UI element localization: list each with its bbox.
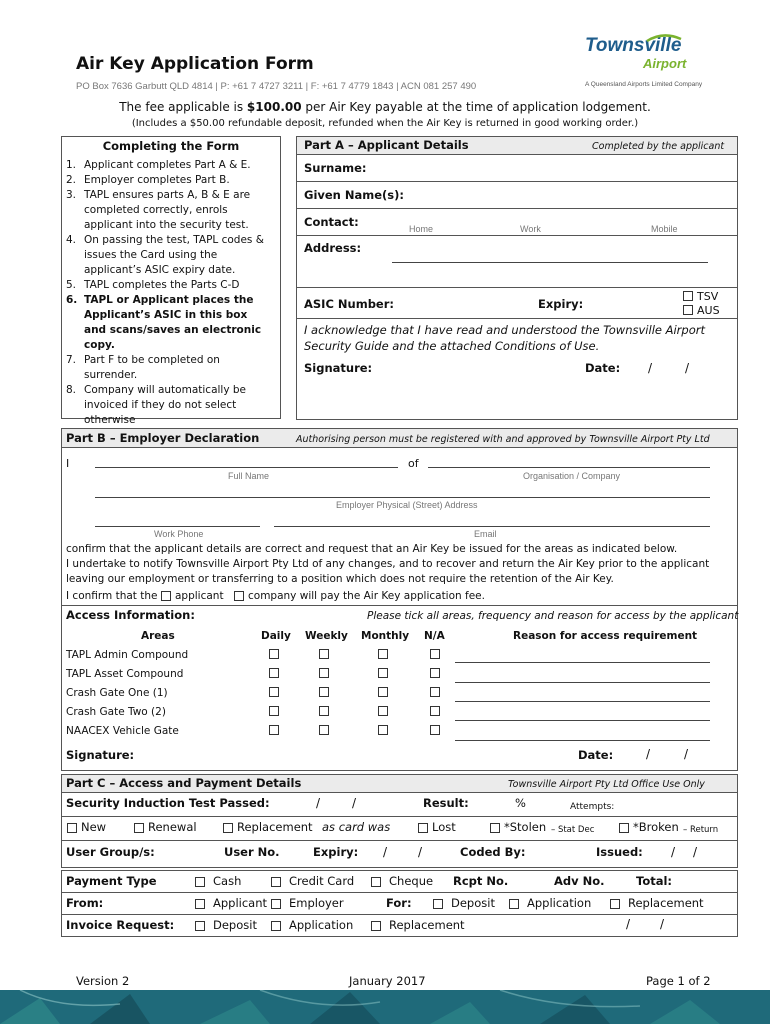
divider <box>62 840 737 841</box>
part-b-note: Authorising person must be registered with and approved by Townsville Airport Pty Ltd <box>296 434 710 445</box>
renewal-checkbox[interactable] <box>134 823 144 833</box>
broken-checkbox[interactable] <box>619 823 629 833</box>
address-input[interactable] <box>392 262 708 263</box>
given-name-input[interactable] <box>400 185 732 205</box>
as-card-was-label: as card was <box>322 820 391 834</box>
reason-input[interactable] <box>455 701 710 702</box>
stat-dec-label: – Stat Dec <box>551 825 595 835</box>
invoice-replacement-label: Replacement <box>389 918 465 932</box>
asic-number-label: ASIC Number: <box>304 297 395 311</box>
completing-item: 1. Applicant completes Part A & E. <box>66 159 251 171</box>
date-slash: / <box>660 917 665 931</box>
stolen-checkbox[interactable] <box>490 823 500 833</box>
applicant-pays-checkbox[interactable] <box>161 591 171 601</box>
contact-label: Contact: <box>304 215 359 229</box>
credit-card-checkbox[interactable] <box>271 877 281 887</box>
weekly-checkbox[interactable] <box>319 649 329 659</box>
replacement-checkbox[interactable] <box>223 823 233 833</box>
new-label: New <box>81 820 107 834</box>
part-b-title: Part B – Employer Declaration <box>66 431 260 445</box>
daily-checkbox[interactable] <box>269 725 279 735</box>
replacement-label: Replacement <box>237 820 313 834</box>
broken-label: *Broken <box>633 820 679 834</box>
lost-checkbox[interactable] <box>418 823 428 833</box>
from-label: From: <box>66 896 104 910</box>
stolen-label: *Stolen <box>504 820 547 834</box>
date-slash: / <box>685 361 690 375</box>
completing-item: 2. Employer completes Part B. <box>66 174 230 186</box>
i-label: I <box>66 457 70 470</box>
logo-tagline: A Queensland Airports Limited Company <box>585 81 703 88</box>
invoice-deposit-label: Deposit <box>213 918 257 932</box>
from-applicant-checkbox[interactable] <box>195 899 205 909</box>
invoice-application-checkbox[interactable] <box>271 921 281 931</box>
access-info-label: Access Information: <box>66 608 195 622</box>
company-pays-checkbox[interactable] <box>234 591 244 601</box>
reason-input[interactable] <box>455 740 710 741</box>
part-a-box <box>296 136 738 420</box>
full-name-input[interactable] <box>95 467 398 468</box>
divider <box>62 892 737 893</box>
footer-date: January 2017 <box>349 974 426 988</box>
divider <box>62 914 737 915</box>
monthly-checkbox[interactable] <box>378 668 388 678</box>
date-slash: / <box>626 917 631 931</box>
completing-list <box>66 158 272 428</box>
area-label: NAACEX Vehicle Gate <box>66 725 179 737</box>
acknowledge-line-2: Security Guide and the attached Conditions of Use. <box>304 339 600 353</box>
invoice-deposit-checkbox[interactable] <box>195 921 205 931</box>
date-slash: / <box>671 845 676 859</box>
induction-label: Security Induction Test Passed: <box>66 796 270 810</box>
cash-checkbox[interactable] <box>195 877 205 887</box>
date-slash: / <box>646 747 651 761</box>
for-application-label: Application <box>527 896 592 910</box>
adv-no-label: Adv No. <box>554 874 605 888</box>
confirm-line-1: confirm that the applicant details are correct and request that an Air Key be issued for the areas as indicated below. <box>66 543 678 555</box>
col-daily: Daily <box>261 630 291 642</box>
for-replacement-label: Replacement <box>628 896 704 910</box>
date-slash: / <box>352 796 357 810</box>
monthly-checkbox[interactable] <box>378 649 388 659</box>
given-name-label: Given Name(s): <box>304 188 404 202</box>
from-applicant-label: Applicant <box>213 896 268 910</box>
footer-page: Page 1 of 2 <box>646 974 711 988</box>
from-employer-checkbox[interactable] <box>271 899 281 909</box>
townsville-airport-logo <box>585 33 703 95</box>
monthly-checkbox[interactable] <box>378 687 388 697</box>
access-info-note: Please tick all areas, frequency and reason for access by the applicant <box>367 610 739 622</box>
invoice-application-label: Application <box>289 918 354 932</box>
aus-checkbox[interactable] <box>683 305 693 315</box>
date-slash: / <box>418 845 423 859</box>
col-areas: Areas <box>141 630 175 642</box>
fee-note: (Includes a $50.00 refundable deposit, refunded when the Air Key is returned in good working order.) <box>131 118 639 129</box>
date-slash: / <box>383 845 388 859</box>
issued-label: Issued: <box>596 845 643 859</box>
contact-home-label: Home <box>409 224 434 234</box>
monthly-checkbox[interactable] <box>378 706 388 716</box>
col-reason: Reason for access requirement <box>513 630 698 642</box>
confirm-line-2: I undertake to notify Townsville Airport Pty Ltd of any changes, and to recover and return the Air Key prior to the applicant <box>66 558 710 570</box>
col-monthly: Monthly <box>361 630 410 642</box>
na-checkbox[interactable] <box>430 725 440 735</box>
total-label: Total: <box>636 874 673 888</box>
col-weekly: Weekly <box>305 630 348 642</box>
completing-item: 6. TAPL or Applicant places the Applicant’s ASIC in this box and scans/saves an electronic copy. <box>66 294 262 351</box>
email-input[interactable] <box>274 526 710 527</box>
completing-item: 7. Part F to be completed on surrender. <box>66 354 220 381</box>
employer-address-input[interactable] <box>95 497 710 498</box>
address-label: Address: <box>304 241 362 255</box>
completing-item: 5. TAPL completes the Parts C-D <box>66 279 240 291</box>
na-checkbox[interactable] <box>430 687 440 697</box>
for-replacement-checkbox[interactable] <box>610 899 620 909</box>
divider <box>62 605 737 606</box>
reason-input[interactable] <box>455 682 710 683</box>
reason-input[interactable] <box>455 662 710 663</box>
divider <box>297 318 737 319</box>
cheque-checkbox[interactable] <box>371 877 381 887</box>
completing-item: 8. Company will automatically be invoiced if they do not select otherwise <box>66 384 247 426</box>
confirm-line-3: leaving our employment or transferring to a position which does not require the retention of the Air Key. <box>66 573 614 585</box>
fee-line: The fee applicable is $100.00 per Air Key payable at the time of application lodgement. <box>119 100 651 114</box>
confirm-that-label: I confirm that the <box>66 590 158 602</box>
invoice-request-label: Invoice Request: <box>66 918 175 932</box>
logo-word-airport: Airport <box>643 56 687 71</box>
divider <box>297 208 737 209</box>
footer-version: Version 2 <box>76 974 130 988</box>
user-group-label: User Group/s: <box>66 845 155 859</box>
na-checkbox[interactable] <box>430 649 440 659</box>
tsv-label: TSV <box>697 290 719 303</box>
part-a-note: Completed by the applicant <box>592 141 725 152</box>
work-phone-caption: Work Phone <box>154 529 204 539</box>
payment-type-label: Payment Type <box>66 874 157 888</box>
credit-card-label: Credit Card <box>289 874 355 888</box>
result-label: Result: <box>423 796 469 810</box>
coded-by-label: Coded By: <box>460 845 526 859</box>
email-caption: Email <box>474 529 497 539</box>
employer-address-caption: Employer Physical (Street) Address <box>336 500 478 510</box>
employer-signature-label: Signature: <box>66 748 135 762</box>
area-label: TAPL Asset Compound <box>66 668 184 680</box>
daily-checkbox[interactable] <box>269 668 279 678</box>
divider <box>297 235 737 236</box>
cheque-label: Cheque <box>389 874 434 888</box>
user-no-label: User No. <box>224 845 280 859</box>
area-label: TAPL Admin Compound <box>66 649 189 661</box>
daily-checkbox[interactable] <box>269 687 279 697</box>
employer-date-label: Date: <box>578 748 614 762</box>
footer-palm-banner <box>0 990 770 1024</box>
for-application-checkbox[interactable] <box>509 899 519 909</box>
company-pays-label: company will pay the Air Key application fee. <box>248 590 485 602</box>
logo-word-townsville: Townsville <box>585 35 682 56</box>
expiry-label: Expiry: <box>313 845 359 859</box>
rcpt-no-label: Rcpt No. <box>453 874 509 888</box>
return-label: – Return <box>683 825 719 835</box>
organisation-caption: Organisation / Company <box>523 471 621 481</box>
completing-item: 4. On passing the test, TAPL codes & issues the Card using the applicant’s ASIC expiry date. <box>66 234 264 276</box>
date-label: Date: <box>585 361 621 375</box>
acknowledge-line-1: I acknowledge that I have read and understood the Townsville Airport <box>304 323 705 337</box>
date-slash: / <box>316 796 321 810</box>
attempts-label: Attempts: <box>570 802 615 812</box>
tsv-checkbox[interactable] <box>683 291 693 301</box>
organisation-input[interactable] <box>428 467 710 468</box>
divider <box>62 816 737 817</box>
of-label: of <box>408 457 419 470</box>
completing-item: 3. TAPL ensures parts A, B & E are completed correctly, enrols applicant into the security test. <box>66 189 251 231</box>
from-employer-label: Employer <box>289 896 344 910</box>
contact-mobile-label: Mobile <box>651 224 678 234</box>
logo-swoosh-icon <box>645 33 685 43</box>
na-checkbox[interactable] <box>430 706 440 716</box>
date-slash: / <box>684 747 689 761</box>
na-checkbox[interactable] <box>430 668 440 678</box>
part-a-title: Part A – Applicant Details <box>304 138 469 152</box>
monthly-checkbox[interactable] <box>378 725 388 735</box>
area-label: Crash Gate Two (2) <box>66 706 166 718</box>
divider <box>297 181 737 182</box>
expiry-label: Expiry: <box>538 297 584 311</box>
daily-checkbox[interactable] <box>269 649 279 659</box>
for-label: For: <box>386 896 412 910</box>
weekly-checkbox[interactable] <box>319 668 329 678</box>
for-deposit-label: Deposit <box>451 896 495 910</box>
percent-label: % <box>515 796 526 810</box>
applicant-pays-label: applicant <box>175 590 224 602</box>
divider <box>297 287 737 288</box>
col-na: N/A <box>424 630 445 642</box>
date-slash: / <box>693 845 698 859</box>
reason-input[interactable] <box>455 720 710 721</box>
renewal-label: Renewal <box>148 820 197 834</box>
for-deposit-checkbox[interactable] <box>433 899 443 909</box>
completing-title: Completing the Form <box>102 139 240 153</box>
full-name-caption: Full Name <box>228 471 270 481</box>
weekly-checkbox[interactable] <box>319 725 329 735</box>
page-title: Air Key Application Form <box>76 54 314 74</box>
surname-input[interactable] <box>380 158 732 178</box>
area-label: Crash Gate One (1) <box>66 687 168 699</box>
cash-label: Cash <box>213 874 242 888</box>
weekly-checkbox[interactable] <box>319 687 329 697</box>
address-line: PO Box 7636 Garbutt QLD 4814 | P: +61 7 4727 3211 | F: +61 7 4779 1843 | ACN 081 257 490 <box>76 81 477 92</box>
new-checkbox[interactable] <box>67 823 77 833</box>
surname-label: Surname: <box>304 161 367 175</box>
date-slash: / <box>648 361 653 375</box>
lost-label: Lost <box>432 820 456 834</box>
signature-label: Signature: <box>304 361 373 375</box>
part-c-title: Part C – Access and Payment Details <box>66 776 302 790</box>
work-phone-input[interactable] <box>95 526 260 527</box>
aus-label: AUS <box>697 304 720 317</box>
contact-work-label: Work <box>520 224 541 234</box>
daily-checkbox[interactable] <box>269 706 279 716</box>
part-c-note: Townsville Airport Pty Ltd Office Use Only <box>508 779 705 790</box>
invoice-replacement-checkbox[interactable] <box>371 921 381 931</box>
weekly-checkbox[interactable] <box>319 706 329 716</box>
